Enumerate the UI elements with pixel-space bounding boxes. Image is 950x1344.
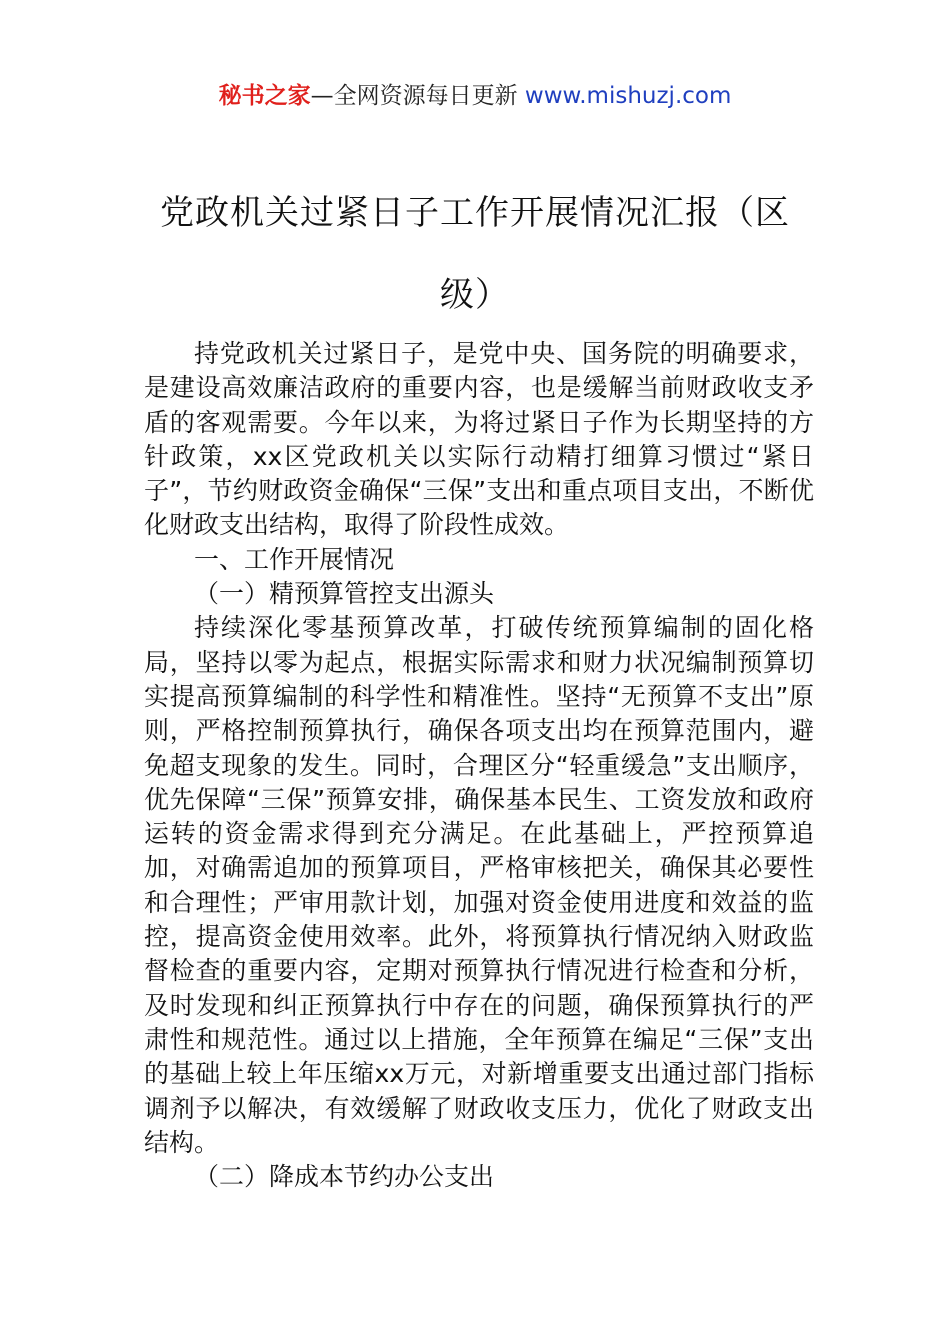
document-body (144, 337, 814, 1194)
intro-paragraph: 持党政机关过紧日子，是党中央、国务院的明确要求，是建设高效廉洁政府的重要内容，也是缓解当前财政收支矛盾的客观需要。今年以来，为将过紧日子作为长期坚持的方针政策，xx区党政机关以实际行动精打细算习惯过“紧日子”，节约财政资金确保“三保”支出和重点项目支出，不断优化财政支出结构，取得了阶段性成效。 (144, 339, 814, 540)
subsection-paragraph-1: 持续深化零基预算改革，打破传统预算编制的固化格局，坚持以零为起点，根据实际需求和财力状况编制预算切实提高预算编制的科学性和精准性。坚持“无预算不支出”原则，严格控制预算执行，确保各项支出均在预算范围内，避免超支现象的发生。同时，合理区分“轻重缓急”支出顺序，优先保障“三保”预算安排，确保基本民生、工资发放和政府运转的资金需求得到充分满足。在此基础上，严控预算追加，对确需追加的预算项目，严格审核把关，确保其必要性和合理性；严审用款计划，加强对资金使用进度和效益的监控，提高资金使用效率。此外，将预算执行情况纳入财政监督检查的重要内容，定期对预算执行情况进行检查和分析，及时发现和纠正预算执行中存在的问题，确保预算执行的严肃性和规范性。通过以上措施，全年预算在编足“三保”支出的基础上较上年压缩xx万元，对新增重要支出通过部门指标调剂予以解决，有效缓解了财政收支压力，优化了财政支出结构。 (144, 613, 814, 1157)
site-tagline: —全网资源每日更新 (310, 83, 525, 109)
subsection-heading-1: （一）精预算管控支出源头 (194, 579, 495, 609)
section-heading-1: 一、工作开展情况 (194, 544, 395, 574)
site-brand: 秘书之家 (218, 83, 311, 109)
site-header (0, 80, 950, 112)
subsection-heading-2: （二）降成本节约办公支出 (194, 1162, 495, 1192)
document-title: 党政机关过紧日子工作开展情况汇报（区级） (160, 193, 790, 315)
site-url-link[interactable]: www.mishuzj.com (524, 83, 732, 109)
